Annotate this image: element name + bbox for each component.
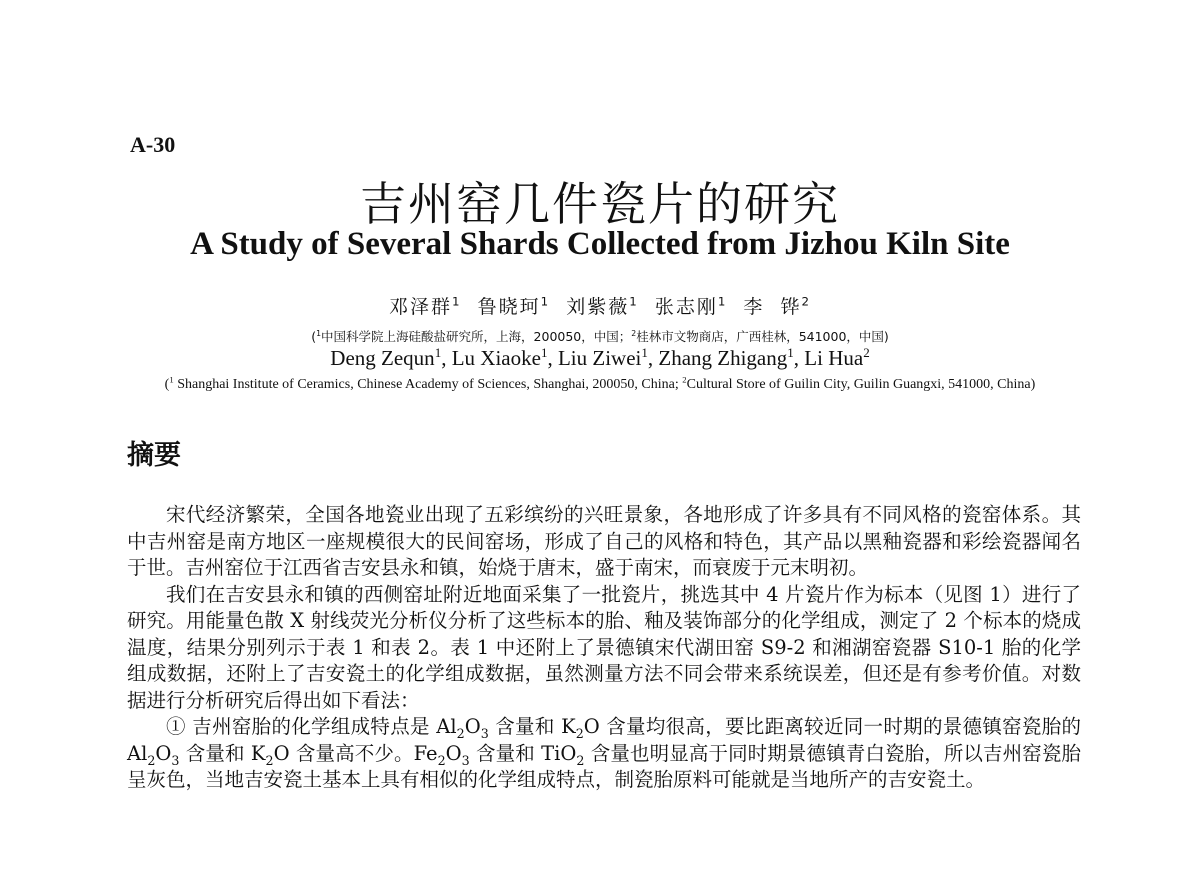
author-mark: 1 bbox=[434, 345, 442, 360]
formula bbox=[541, 741, 585, 768]
author-zh: 李 铧 bbox=[743, 296, 802, 318]
text-run: 含量高不少。 bbox=[289, 741, 414, 765]
subscript: 2 bbox=[575, 725, 584, 741]
author-en: Zhang Zhigang bbox=[658, 346, 788, 370]
subscript: 2 bbox=[456, 725, 465, 741]
author-mark: 1 bbox=[717, 294, 728, 309]
formula bbox=[436, 715, 489, 741]
author-en: Lu Xiaoke bbox=[451, 346, 541, 370]
text-run: O bbox=[464, 715, 481, 738]
affil-mark: 2 bbox=[682, 374, 687, 385]
authors-chinese bbox=[0, 292, 1200, 319]
affil-zh: 桂林市文物商店，广西桂林，541000，中国 bbox=[636, 329, 884, 344]
author-en: Liu Ziwei bbox=[557, 346, 642, 370]
author-zh: 鲁晓珂 bbox=[477, 296, 541, 318]
text-run: K bbox=[561, 715, 576, 738]
subscript: 2 bbox=[265, 752, 274, 768]
abstract-heading: 摘要 bbox=[127, 440, 181, 471]
formula bbox=[127, 741, 180, 768]
formula bbox=[413, 741, 470, 768]
subscript: 2 bbox=[576, 752, 585, 768]
author-mark: 1 bbox=[540, 345, 548, 360]
author-en: Deng Zequn bbox=[330, 346, 435, 370]
author-mark: 2 bbox=[801, 294, 812, 309]
author-zh: 刘紫薇 bbox=[566, 296, 630, 318]
text-run: 含量和 bbox=[179, 741, 251, 765]
text-run: 含量也明显高于同时期景德镇青白瓷胎，所以吉州窑瓷胎呈灰色，当地吉安瓷土基本上具有相似的化学组成特点，制瓷胎原料可能就是当地所产的吉安瓷土。 bbox=[127, 741, 1081, 791]
affil-mark: 2 bbox=[631, 328, 637, 338]
author-mark: 1 bbox=[540, 294, 551, 309]
affil-zh: 中国科学院上海硅酸盐研究所，上海，200050，中国； bbox=[321, 329, 632, 344]
text-run: Al bbox=[127, 741, 148, 765]
affil-mark: 1 bbox=[316, 328, 322, 338]
author-mark: 1 bbox=[787, 345, 794, 360]
paragraph: 宋代经济繁荣，全国各地瓷业出现了五彩缤纷的兴旺景象，各地形成了许多具有不同风格的瓷窑体系。其中吉州窑是南方地区一座规模很大的民间窑场，形成了自己的风格和特色，其产品以黑釉瓷器和彩绘瓷器闻名于世。吉州窑位于江西省吉安县永和镇，始烧于唐末，盛于南宋，而衰废于元末明初。 bbox=[127, 503, 1081, 579]
formula bbox=[561, 715, 600, 741]
subscript: 3 bbox=[461, 752, 470, 768]
affil-en: Shanghai Institute of Ceramics, Chinese Academy of Sciences, Shanghai, 200050, China; bbox=[177, 377, 679, 392]
text-run: O bbox=[583, 715, 600, 738]
text-run: O bbox=[273, 741, 290, 765]
authors-english: Deng Zequn$^1$, Lu Xiaoke$^1$, Liu Ziwei$^1$, Zhang Zhigang$^1$, Li Hua$^2$ bbox=[330, 345, 870, 370]
title-english: A Study of Several Shards Collected from Jizhou Kiln Site bbox=[190, 226, 1010, 262]
text-run: O bbox=[445, 741, 462, 765]
subscript: 2 bbox=[437, 752, 446, 768]
paper-code: A-30 bbox=[130, 132, 176, 157]
text-run: Fe bbox=[413, 741, 438, 765]
list-marker: ① bbox=[166, 715, 186, 738]
affil-mark: 1 bbox=[169, 374, 174, 385]
author-mark: 2 bbox=[863, 345, 870, 360]
affiliations-chinese: ($^1$中国科学院上海硅酸盐研究所，上海，200050，中国；$^2$桂林市文物商店，广西桂林，541000，中国) bbox=[311, 328, 889, 344]
formula bbox=[250, 741, 290, 768]
author-mark: 1 bbox=[629, 294, 639, 309]
author-mark: 1 bbox=[641, 345, 648, 360]
text-run: 含量和 bbox=[469, 741, 542, 765]
text-run: TiO bbox=[541, 741, 577, 765]
affiliations-english: ($^1$ Shanghai Institute of Ceramics, Chinese Academy of Sciences, Shanghai, 200050, China; $^2$Cultural Store of Guilin City, Guilin Guangxi, 541000, China) bbox=[164, 374, 1036, 392]
title-chinese: 吉州窑几件瓷片的研究 bbox=[360, 177, 840, 231]
subscript: 2 bbox=[147, 752, 156, 768]
text-run: 吉州窑胎的化学组成特点是 bbox=[185, 715, 437, 738]
subscript: 3 bbox=[171, 752, 180, 768]
text-run: 含量和 bbox=[488, 715, 562, 738]
author-en: Li Hua bbox=[804, 346, 864, 370]
subscript: 3 bbox=[480, 725, 489, 741]
paragraph bbox=[127, 714, 1081, 794]
author-mark: 1 bbox=[452, 294, 462, 309]
paragraph: 我们在吉安县永和镇的西侧窑址附近地面采集了一批瓷片，挑选其中 4 片瓷片作为标本（见图 1）进行了研究。用能量色散 X 射线荧光分析仪分析了这些标本的胎、釉及装饰部分的化学组成，测定了 2 个标本的烧成温度，结果分别列示于表 1 和表 2。表 1 中还附上了景德镇宋代湖田窑 S9-2 和湘湖窑瓷器 S10-1 胎的化学组成数据，还附上了吉安瓷土的化学组成数据，虽然测量方法不同会带来系统误差，但还是有参考价值。对数据进行分析研究后得出如下看法： bbox=[127, 582, 1081, 712]
text-run: O bbox=[155, 741, 172, 765]
text-run: Al bbox=[436, 715, 457, 738]
abstract-body bbox=[127, 502, 1081, 794]
author-zh: 邓泽群 bbox=[388, 296, 452, 318]
affil-en: Cultural Store of Guilin City, Guilin Guangxi, 541000, China bbox=[686, 377, 1031, 392]
text-run: K bbox=[250, 741, 266, 765]
text-run: 含量均很高，要比距离较近同一时期的景德镇窑瓷胎的 bbox=[599, 715, 1081, 738]
author-zh: 张志刚 bbox=[654, 296, 718, 318]
